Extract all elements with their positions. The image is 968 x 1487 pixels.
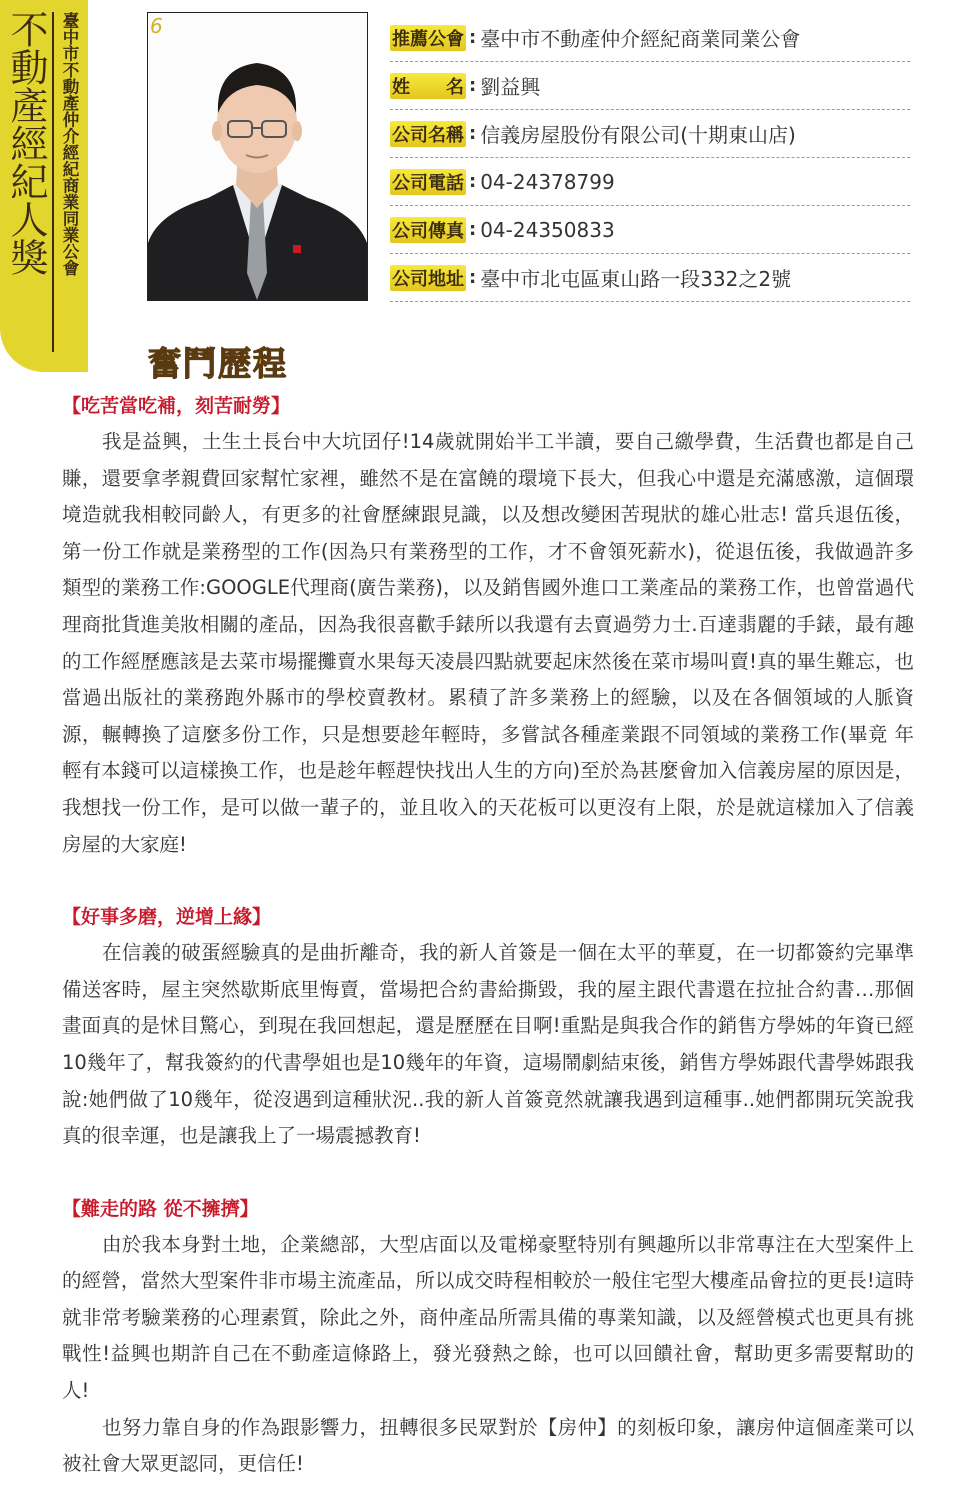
info-label: 姓 名 [390, 73, 466, 99]
info-value: 劉益興 [480, 75, 541, 99]
section-heading: 【吃苦當吃補，刻苦耐勞】 [62, 395, 291, 417]
section-title: 奮鬥歷程 [148, 344, 288, 383]
section-heading: 【好事多磨，逆增上緣】 [62, 906, 272, 929]
info-label: 公司傳真 [390, 217, 466, 243]
info-value: 04-24350833 [480, 217, 615, 242]
info-row-phone [390, 158, 910, 206]
story-paragraph: 也努力靠自身的作為跟影響力，扭轉很多民眾對於【房仲】的刻板印象，讓房仲這個產業可以被社會大眾更認同，更信任! [62, 1415, 914, 1476]
colon: : [469, 27, 477, 48]
award-banner [0, 0, 88, 372]
section-heading: 【難走的路 從不擁擠】 [62, 1197, 259, 1220]
info-row-fax [390, 206, 910, 254]
corner-mark: 6 [150, 14, 163, 38]
info-row-association [390, 14, 910, 62]
colon: : [469, 123, 477, 144]
info-label: 推薦公會 [390, 25, 466, 51]
info-value: 臺中市不動產仲介經紀商業同業公會 [480, 27, 801, 51]
info-value: 臺中市北屯區東山路一段332之2號 [480, 267, 792, 291]
colon: : [469, 75, 477, 96]
info-label: 公司地址 [390, 265, 466, 291]
info-label: 公司電話 [390, 169, 466, 195]
info-value: 04-24378799 [480, 169, 615, 194]
colon: : [469, 171, 477, 192]
info-row-name [390, 62, 910, 110]
info-row-address [390, 254, 910, 302]
profile-info [390, 14, 910, 302]
story-paragraph: 由於我本身對土地，企業總部，大型店面以及電梯豪墅特別有興趣所以非常專注在大型案件上的經營，當然大型案件非市場主流產品，所以成交時程相較於一般住宅型大樓產品會拉的更長!這時就非常考驗業務的心理素質，除此之外，商仲產品所需具備的專業知識，以及經營模式也更具有挑戰性!益興也期許自己在不動產這條路上，發光發熱之餘，也可以回饋社會，幫助更多需要幫助的人! [62, 1232, 914, 1403]
portrait-photo [147, 12, 368, 301]
info-value: 信義房屋股份有限公司(十期東山店) [480, 123, 796, 147]
info-label: 公司名稱 [390, 121, 466, 147]
colon: : [469, 267, 477, 288]
info-row-company [390, 110, 910, 158]
association-name-vertical: 臺中市不動產仲介經紀商業同業公會 [60, 12, 79, 276]
story-paragraph: 我是益興，土生土長台中大坑囝仔!14歲就開始半工半讀，要自己繳學費，生活費也都是自己賺，還要拿孝親費回家幫忙家裡，雖然不是在富饒的環境下長大，但我心中還是充滿感激，這個環境造就我相較同齡人，有更多的社會歷練跟見識，以及想改變困苦現狀的雄心壯志! 當兵退伍後，第一份工作就是業務型的工作(因為只有業務型的工作，才不會領死薪水)，從退伍後，我做過許多類型的業務工作:GOOGLE代理商(廣告業務)，以及銷售國外進口工業產品的業務工作，也曾當過代理商批貨進美妝相關的產品，因為我很喜歡手錶所以我還有去賣過勞力士.百達翡麗的手錶，最有趣的工作經歷應該是去菜市場擺攤賣水果每天凌晨四點就要起床然後在菜市場叫賣!真的畢生難忘，也當過出版社的業務跑外縣市的學校賣教材。累積了許多業務上的經驗，以及在各個領域的人脈資源，輾轉換了這麼多份工作，只是想要趁年輕時，多嘗試各種產業跟不同領域的業務工作(畢竟 年輕有本錢可以這樣換工作，也是趁年輕趕快找出人生的方向)至於為甚麼會加入信義房屋的原因是，我想找一份工作，是可以做一輩子的，並且收入的天花板可以更沒有上限，於是就這樣加入了信義房屋的大家庭! [62, 430, 914, 856]
story-paragraph: 在信義的破蛋經驗真的是曲折離奇，我的新人首簽是一個在太平的華夏，在一切都簽約完畢準備送客時，屋主突然歇斯底里悔賣，當場把合約書給撕毀，我的屋主跟代書還在拉扯合約書…那個畫面真的是怵目驚心，到現在我回想起，還是歷歷在目啊!重點是與我合作的銷售方學姊的年資已經10幾年了，幫我簽約的代書學姐也是10幾年的年資，這場鬧劇結束後，銷售方學姊跟代書學姊跟我說:她們做了10幾年，從沒遇到這種狀況..我的新人首簽竟然就讓我遇到這種事..她們都開玩笑說我真的很幸運，也是讓我上了一場震撼教育! [62, 941, 914, 1148]
story-content [62, 388, 914, 1483]
colon: : [469, 219, 477, 240]
award-title: 不動產經紀人獎 [4, 10, 48, 276]
banner-divider [52, 12, 54, 352]
